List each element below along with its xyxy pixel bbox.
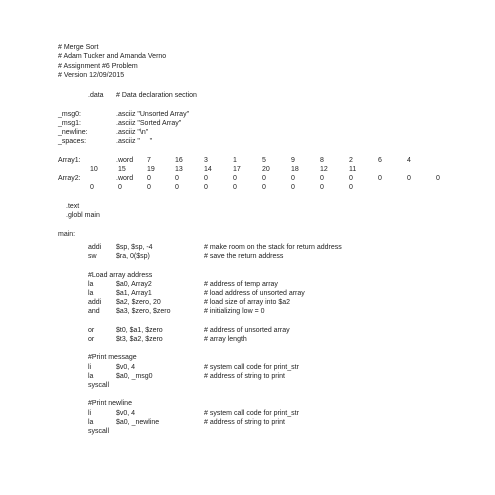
array2-row2-value-0: 0 (90, 184, 94, 191)
array1-row1-value-8: 6 (378, 157, 382, 164)
code-comment: # address of temp array (204, 281, 278, 288)
code-comment: # load address of unsorted array (204, 290, 305, 297)
msg0-value: .asciiz "Unsorted Array" (116, 111, 190, 118)
code-op: li (88, 364, 92, 371)
array2-row1-value-5: 0 (291, 175, 295, 182)
code-args: $sp, $sp, -4 (116, 244, 153, 251)
code-args: $t0, $a1, $zero (116, 327, 163, 334)
code-comment: # system call code for print_str (204, 410, 299, 417)
array1-label: Array1: (58, 157, 81, 164)
array1-row1-value-7: 2 (349, 157, 353, 164)
array2-row2-value-3: 0 (175, 184, 179, 191)
code-args: $a3, $zero, $zero (116, 308, 171, 315)
data-comment: # Data declaration section (116, 92, 197, 99)
code-comment: # address of string to print (204, 419, 285, 426)
array1-row2-value-6: 20 (262, 166, 270, 173)
header-title: # Merge Sort (58, 44, 99, 51)
array1-row2-value-1: 15 (118, 166, 126, 173)
array1-directive: .word (116, 157, 134, 164)
array2-row1-value-10: 0 (436, 175, 440, 182)
code-args: $a0, _newline (116, 419, 160, 426)
msg1-value: .asciiz "Sorted Array" (116, 120, 182, 127)
spaces-value: .asciiz " " (116, 138, 153, 145)
newline-label: _newline: (58, 129, 88, 136)
header-authors: # Adam Tucker and Amanda Verno (58, 53, 167, 60)
header-assignment: # Assignment #6 Problem (58, 63, 138, 70)
code-args: $ra, 0($sp) (116, 253, 150, 260)
header-version: # Version 12/09/2015 (58, 72, 125, 79)
array2-row2-value-1: 0 (118, 184, 122, 191)
code-block-heading: #Load array address (88, 272, 153, 279)
array2-row1-value-1: 0 (175, 175, 179, 182)
array1-row2-value-7: 18 (291, 166, 299, 173)
code-op: or (88, 336, 95, 343)
code-args: $a0, _msg0 (116, 373, 153, 380)
array1-row2-value-2: 19 (147, 166, 155, 173)
array1-row1-value-1: 16 (175, 157, 183, 164)
array1-row2-value-0: 10 (90, 166, 98, 173)
array2-row2-value-4: 0 (204, 184, 208, 191)
array1-row2-value-5: 17 (233, 166, 241, 173)
code-args: $a2, $zero, 20 (116, 299, 161, 306)
array2-row1-value-8: 0 (378, 175, 382, 182)
code-comment: # make room on the stack for return address (204, 244, 342, 251)
array2-row1-value-9: 0 (407, 175, 411, 182)
array2-row2-value-9: 0 (349, 184, 353, 191)
code-op: addi (88, 299, 102, 306)
array1-row1-value-9: 4 (407, 157, 411, 164)
code-op: or (88, 327, 95, 334)
array2-row1-value-4: 0 (262, 175, 266, 182)
globl-directive: .globl main (66, 212, 100, 219)
code-args: $a0, Array2 (116, 281, 152, 288)
code-op: la (88, 419, 94, 426)
code-op: li (88, 410, 92, 417)
array2-row1-value-3: 0 (233, 175, 237, 182)
array2-row2-value-2: 0 (147, 184, 151, 191)
array1-row1-value-2: 3 (204, 157, 208, 164)
array2-row1-value-2: 0 (204, 175, 208, 182)
array2-row1-value-7: 0 (349, 175, 353, 182)
data-directive: .data (88, 92, 104, 99)
array1-row2-value-4: 14 (204, 166, 212, 173)
code-op: and (88, 308, 100, 315)
array1-row2-value-3: 13 (175, 166, 183, 173)
code-op: syscall (88, 428, 110, 435)
code-block-heading: #Print message (88, 354, 137, 361)
code-comment: # address of unsorted array (204, 327, 290, 334)
msg1-label: _msg1: (58, 120, 81, 127)
code-args: $t3, $a2, $zero (116, 336, 163, 343)
code-op: la (88, 290, 94, 297)
code-comment: # system call code for print_str (204, 364, 299, 371)
array2-row2-value-5: 0 (233, 184, 237, 191)
array2-label: Array2: (58, 175, 81, 182)
msg0-label: _msg0: (58, 111, 81, 118)
code-comment: # load size of array into $a2 (204, 299, 290, 306)
array2-directive: .word (116, 175, 134, 182)
array1-row1-value-4: 5 (262, 157, 266, 164)
array2-row1-value-0: 0 (147, 175, 151, 182)
text-directive: .text (66, 203, 80, 210)
code-args: $v0, 4 (116, 364, 136, 371)
array1-row1-value-6: 8 (320, 157, 324, 164)
code-op: la (88, 373, 94, 380)
array1-row1-value-3: 1 (233, 157, 237, 164)
code-op: la (88, 281, 94, 288)
array2-row1-value-6: 0 (320, 175, 324, 182)
array1-row2-value-8: 12 (320, 166, 328, 173)
code-comment: # array length (204, 336, 247, 343)
code-op: syscall (88, 382, 110, 389)
code-op: sw (88, 253, 97, 260)
code-op: addi (88, 244, 102, 251)
code-args: $a1, Array1 (116, 290, 152, 297)
code-comment: # initializing low = 0 (204, 308, 265, 315)
array2-row2-value-7: 0 (291, 184, 295, 191)
code-comment: # address of string to print (204, 373, 285, 380)
code-comment: # save the return address (204, 253, 284, 260)
array2-row2-value-6: 0 (262, 184, 266, 191)
code-block-heading: #Print newline (88, 400, 132, 407)
code-args: $v0, 4 (116, 410, 136, 417)
array2-row2-value-8: 0 (320, 184, 324, 191)
array1-row1-value-5: 9 (291, 157, 295, 164)
array1-row2-value-9: 11 (349, 166, 357, 173)
array1-row1-value-0: 7 (147, 157, 151, 164)
newline-value: .asciiz "\n" (116, 129, 149, 136)
main-label: main: (58, 231, 76, 238)
spaces-label: _spaces: (58, 138, 87, 145)
